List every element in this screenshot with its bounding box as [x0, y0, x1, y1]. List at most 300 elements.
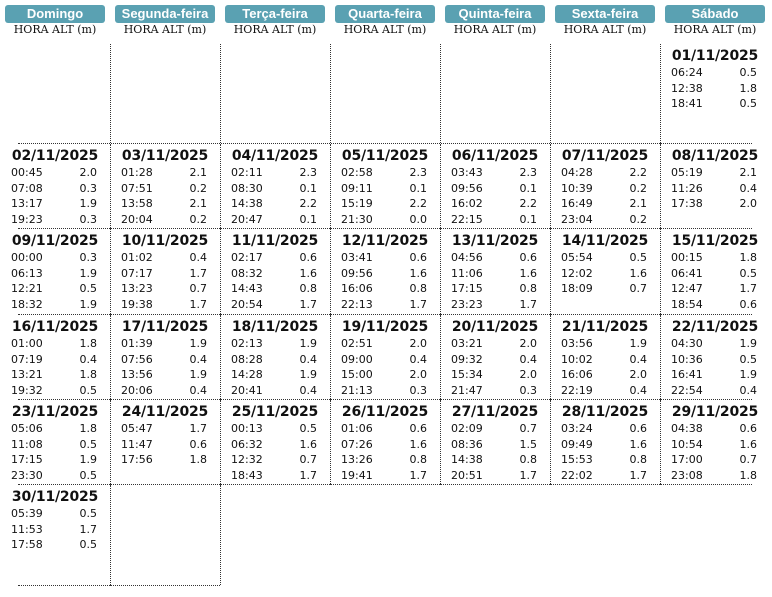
- tide-time: 15:34: [451, 368, 483, 381]
- tide-row: [561, 367, 647, 382]
- tide-time: 01:00: [11, 337, 43, 350]
- tide-time: 14:28: [231, 368, 263, 381]
- tide-height: 0.4: [79, 352, 97, 366]
- tide-row: [121, 181, 207, 196]
- day-cell: [550, 315, 656, 399]
- tide-height: 0.6: [739, 422, 757, 435]
- tide-time: 12:32: [231, 453, 263, 466]
- tide-row: [561, 336, 647, 351]
- tide-time: 21:13: [341, 383, 373, 397]
- tide-height: 0.6: [519, 251, 537, 264]
- day-cell: [0, 144, 106, 228]
- cell-separator: [330, 44, 331, 143]
- tide-row: [341, 181, 427, 196]
- tide-row: [11, 165, 97, 180]
- tide-row: [121, 165, 207, 180]
- tide-row: [451, 266, 537, 281]
- tide-time: 03:56: [561, 337, 593, 350]
- tide-row: [121, 281, 207, 296]
- day-date: 07/11/2025: [561, 148, 649, 164]
- tide-row: [561, 165, 647, 180]
- tide-time: 22:02: [561, 468, 593, 482]
- tide-row: [11, 522, 97, 537]
- tide-row: [671, 336, 757, 351]
- day-date: 28/11/2025: [561, 404, 649, 420]
- tide-height: 0.2: [629, 212, 647, 226]
- tide-height: 1.6: [299, 437, 317, 451]
- day-date: 08/11/2025: [671, 148, 759, 164]
- day-date: 09/11/2025: [11, 233, 99, 249]
- tide-height: 2.2: [629, 166, 647, 179]
- tide-time: 02:11: [231, 166, 263, 179]
- tide-height: 0.4: [739, 181, 757, 195]
- tide-time: 00:15: [671, 251, 703, 264]
- day-date: 15/11/2025: [671, 233, 759, 249]
- tide-row: [671, 468, 757, 483]
- tide-time: 12:21: [11, 282, 43, 295]
- tide-height: 1.7: [629, 468, 647, 482]
- day-date: 04/11/2025: [231, 148, 319, 164]
- tide-time: 22:54: [671, 383, 703, 397]
- tide-height: 1.9: [299, 368, 317, 381]
- tide-height: 0.5: [79, 507, 97, 520]
- tide-time: 12:02: [561, 266, 593, 280]
- day-cell: [660, 144, 766, 228]
- tide-row: [451, 181, 537, 196]
- tide-time: 04:30: [671, 337, 703, 350]
- tide-row: [341, 196, 427, 211]
- tide-time: 09:56: [451, 181, 483, 195]
- tide-row: [341, 165, 427, 180]
- tide-height: 0.3: [79, 181, 97, 195]
- tide-row: [11, 297, 97, 312]
- tide-time: 10:02: [561, 352, 593, 366]
- tide-time: 13:56: [121, 368, 153, 381]
- tide-row: [231, 196, 317, 211]
- tide-time: 03:41: [341, 251, 373, 264]
- day-cell: [440, 229, 546, 314]
- tide-height: 0.5: [629, 251, 647, 264]
- tide-time: 14:43: [231, 282, 263, 295]
- tide-height: 0.6: [629, 422, 647, 435]
- tide-time: 11:53: [11, 522, 43, 536]
- tide-time: 03:24: [561, 422, 593, 435]
- tide-time: 08:28: [231, 352, 263, 366]
- tide-row: [451, 437, 537, 452]
- day-date: 22/11/2025: [671, 319, 759, 335]
- tide-row: [121, 212, 207, 227]
- tide-time: 04:38: [671, 422, 703, 435]
- tide-row: [561, 212, 647, 227]
- tide-time: 23:08: [671, 468, 703, 482]
- tide-row: [11, 421, 97, 436]
- tide-height: 1.6: [519, 266, 537, 280]
- tide-row: [451, 196, 537, 211]
- tide-row: [561, 452, 647, 467]
- tide-height: 1.6: [299, 266, 317, 280]
- tide-row: [671, 266, 757, 281]
- tide-time: 07:19: [11, 352, 43, 366]
- tide-time: 05:19: [671, 166, 703, 179]
- column-subheader: HORA ALT (m): [123, 23, 207, 36]
- tide-time: 15:53: [561, 453, 593, 466]
- tide-row: [561, 281, 647, 296]
- tide-time: 20:41: [231, 383, 263, 397]
- tide-row: [341, 421, 427, 436]
- tide-row: [671, 165, 757, 180]
- tide-row: [121, 421, 207, 436]
- tide-row: [121, 437, 207, 452]
- tide-time: 16:02: [451, 197, 483, 210]
- day-date: 10/11/2025: [121, 233, 209, 249]
- tide-time: 10:39: [561, 181, 593, 195]
- tide-row: [451, 352, 537, 367]
- tide-height: 2.1: [189, 166, 207, 179]
- day-date: 20/11/2025: [451, 319, 539, 335]
- day-cell: [0, 229, 106, 314]
- tide-time: 00:13: [231, 422, 263, 435]
- tide-time: 02:51: [341, 337, 373, 350]
- tide-time: 07:51: [121, 181, 153, 195]
- day-date: 19/11/2025: [341, 319, 429, 335]
- tide-time: 11:26: [671, 181, 703, 195]
- tide-height: 2.3: [299, 166, 317, 179]
- tide-row: [231, 266, 317, 281]
- tide-height: 2.0: [519, 337, 537, 350]
- tide-row: [341, 250, 427, 265]
- tide-height: 2.0: [629, 368, 647, 381]
- tide-row: [561, 468, 647, 483]
- row-separator: [110, 585, 220, 586]
- tide-time: 14:38: [451, 453, 483, 466]
- tide-height: 0.1: [409, 181, 427, 195]
- tide-row: [121, 452, 207, 467]
- tide-row: [121, 383, 207, 398]
- tide-time: 17:15: [451, 282, 483, 295]
- tide-row: [121, 367, 207, 382]
- tide-height: 2.2: [409, 197, 427, 210]
- tide-row: [341, 452, 427, 467]
- tide-row: [561, 196, 647, 211]
- tide-height: 2.1: [189, 197, 207, 210]
- tide-height: 0.5: [739, 352, 757, 366]
- tide-row: [341, 383, 427, 398]
- tide-row: [451, 421, 537, 436]
- tide-height: 0.4: [519, 352, 537, 366]
- tide-row: [561, 421, 647, 436]
- tide-time: 11:06: [451, 266, 483, 280]
- weekday-header: Terça-feira: [225, 5, 325, 23]
- tide-time: 17:00: [671, 453, 703, 466]
- day-date: 03/11/2025: [121, 148, 209, 164]
- tide-row: [11, 437, 97, 452]
- tide-height: 0.8: [409, 282, 427, 295]
- tide-row: [451, 336, 537, 351]
- day-cell: [330, 144, 436, 228]
- tide-time: 09:00: [341, 352, 373, 366]
- tide-time: 09:11: [341, 181, 373, 195]
- tide-height: 0.4: [189, 352, 207, 366]
- day-cell: [660, 229, 766, 314]
- tide-row: [671, 421, 757, 436]
- tide-row: [231, 437, 317, 452]
- tide-height: 1.9: [629, 337, 647, 350]
- tide-height: 0.0: [409, 212, 427, 226]
- tide-time: 23:30: [11, 468, 43, 482]
- weekday-header: Quarta-feira: [335, 5, 435, 23]
- tide-time: 01:02: [121, 251, 153, 264]
- tide-time: 13:58: [121, 197, 153, 210]
- tide-row: [671, 383, 757, 398]
- tide-height: 0.7: [189, 282, 207, 295]
- tide-height: 1.5: [519, 437, 537, 451]
- tide-row: [561, 352, 647, 367]
- tide-height: 1.7: [299, 468, 317, 482]
- tide-time: 18:09: [561, 282, 593, 295]
- tide-height: 2.1: [739, 166, 757, 179]
- tide-row: [231, 336, 317, 351]
- column-subheader: HORA ALT (m): [563, 23, 647, 36]
- tide-time: 14:38: [231, 197, 263, 210]
- tide-height: 0.5: [79, 383, 97, 397]
- tide-row: [671, 81, 757, 96]
- tide-row: [561, 383, 647, 398]
- tide-height: 0.3: [79, 212, 97, 226]
- tide-height: 0.3: [409, 383, 427, 397]
- tide-height: 1.9: [189, 368, 207, 381]
- tide-time: 17:15: [11, 453, 43, 466]
- tide-time: 07:08: [11, 181, 43, 195]
- tide-time: 23:04: [561, 212, 593, 226]
- day-cell: [0, 400, 106, 484]
- tide-height: 0.5: [739, 266, 757, 280]
- tide-row: [561, 250, 647, 265]
- tide-height: 1.9: [739, 337, 757, 350]
- tide-row: [671, 196, 757, 211]
- cell-separator: [220, 485, 221, 585]
- tide-height: 2.3: [519, 166, 537, 179]
- tide-time: 17:58: [11, 538, 43, 551]
- tide-height: 1.7: [519, 297, 537, 311]
- tide-time: 13:26: [341, 453, 373, 466]
- day-date: 29/11/2025: [671, 404, 759, 420]
- tide-time: 15:00: [341, 368, 373, 381]
- tide-row: [11, 367, 97, 382]
- tide-row: [341, 297, 427, 312]
- tide-height: 1.9: [739, 368, 757, 381]
- day-cell: [110, 144, 216, 228]
- tide-row: [11, 181, 97, 196]
- tide-row: [121, 196, 207, 211]
- tide-height: 1.9: [189, 337, 207, 350]
- tide-height: 0.3: [79, 251, 97, 264]
- tide-row: [671, 452, 757, 467]
- weekday-header: Domingo: [5, 5, 105, 23]
- tide-row: [121, 297, 207, 312]
- tide-height: 0.1: [299, 181, 317, 195]
- tide-row: [671, 352, 757, 367]
- tide-height: 1.7: [519, 468, 537, 482]
- tide-time: 18:41: [671, 97, 703, 110]
- tide-time: 18:43: [231, 468, 263, 482]
- day-date: 26/11/2025: [341, 404, 429, 420]
- tide-height: 1.7: [189, 422, 207, 435]
- tide-height: 0.4: [629, 352, 647, 366]
- row-separator: [220, 484, 330, 485]
- tide-row: [341, 367, 427, 382]
- tide-height: 1.9: [79, 453, 97, 466]
- tide-time: 20:51: [451, 468, 483, 482]
- tide-row: [671, 281, 757, 296]
- tide-height: 1.8: [79, 368, 97, 381]
- day-date: 16/11/2025: [11, 319, 99, 335]
- tide-height: 0.7: [299, 453, 317, 466]
- tide-time: 05:06: [11, 422, 43, 435]
- tide-row: [11, 352, 97, 367]
- tide-time: 01:28: [121, 166, 153, 179]
- tide-time: 02:58: [341, 166, 373, 179]
- tide-time: 07:26: [341, 437, 373, 451]
- tide-row: [231, 281, 317, 296]
- tide-time: 16:49: [561, 197, 593, 210]
- day-date: 11/11/2025: [231, 233, 319, 249]
- cell-separator: [550, 44, 551, 143]
- tide-time: 22:13: [341, 297, 373, 311]
- tide-time: 21:30: [341, 212, 373, 226]
- tide-time: 10:36: [671, 352, 703, 366]
- tide-height: 1.9: [79, 266, 97, 280]
- tide-row: [671, 367, 757, 382]
- tide-height: 0.4: [629, 383, 647, 397]
- tide-height: 1.8: [79, 422, 97, 435]
- tide-row: [341, 336, 427, 351]
- column-subheader: HORA ALT (m): [13, 23, 97, 36]
- day-date: 12/11/2025: [341, 233, 429, 249]
- day-cell: [220, 229, 326, 314]
- day-cell: [660, 315, 766, 399]
- tide-time: 13:21: [11, 368, 43, 381]
- tide-height: 0.5: [79, 468, 97, 482]
- tide-height: 1.7: [299, 297, 317, 311]
- tide-row: [231, 212, 317, 227]
- tide-row: [561, 266, 647, 281]
- tide-height: 1.6: [409, 266, 427, 280]
- day-date: 18/11/2025: [231, 319, 319, 335]
- tide-row: [11, 537, 97, 552]
- tide-time: 03:21: [451, 337, 483, 350]
- tide-time: 19:32: [11, 383, 43, 397]
- tide-row: [231, 165, 317, 180]
- tide-row: [671, 65, 757, 80]
- tide-row: [11, 281, 97, 296]
- day-date: 02/11/2025: [11, 148, 99, 164]
- tide-height: 0.7: [519, 422, 537, 435]
- tide-time: 11:47: [121, 437, 153, 451]
- tide-time: 18:54: [671, 297, 703, 311]
- tide-row: [121, 336, 207, 351]
- day-cell: [660, 400, 766, 484]
- tide-time: 03:43: [451, 166, 483, 179]
- tide-height: 1.8: [739, 468, 757, 482]
- tide-row: [671, 437, 757, 452]
- tide-height: 1.7: [409, 468, 427, 482]
- tide-time: 08:32: [231, 266, 263, 280]
- tide-time: 06:24: [671, 66, 703, 79]
- tide-time: 05:47: [121, 422, 153, 435]
- tide-time: 06:41: [671, 266, 703, 280]
- tide-row: [11, 468, 97, 483]
- tide-row: [11, 336, 97, 351]
- tide-time: 16:06: [561, 368, 593, 381]
- tide-height: 0.4: [409, 352, 427, 366]
- tide-time: 04:28: [561, 166, 593, 179]
- tide-row: [11, 250, 97, 265]
- column-subheader: HORA ALT (m): [233, 23, 317, 36]
- tide-time: 09:56: [341, 266, 373, 280]
- tide-time: 20:06: [121, 383, 153, 397]
- tide-row: [451, 383, 537, 398]
- tide-row: [671, 181, 757, 196]
- tide-time: 13:17: [11, 197, 43, 210]
- tide-height: 0.1: [519, 181, 537, 195]
- tide-time: 02:09: [451, 422, 483, 435]
- tide-row: [671, 96, 757, 111]
- tide-height: 1.7: [189, 266, 207, 280]
- tide-time: 02:13: [231, 337, 263, 350]
- row-separator: [660, 484, 752, 485]
- tide-height: 1.8: [79, 337, 97, 350]
- tide-row: [231, 297, 317, 312]
- day-cell: [550, 144, 656, 228]
- tide-row: [231, 367, 317, 382]
- tide-height: 2.0: [739, 197, 757, 210]
- tide-height: 0.4: [189, 251, 207, 264]
- tide-row: [231, 352, 317, 367]
- row-separator: [550, 484, 660, 485]
- cell-separator: [110, 44, 111, 143]
- row-separator: [110, 484, 220, 485]
- column-subheader: HORA ALT (m): [453, 23, 537, 36]
- tide-row: [11, 506, 97, 521]
- tide-time: 08:36: [451, 437, 483, 451]
- tide-height: 2.3: [409, 166, 427, 179]
- tide-height: 1.6: [739, 437, 757, 451]
- tide-height: 0.6: [409, 251, 427, 264]
- tide-row: [11, 452, 97, 467]
- tide-row: [231, 181, 317, 196]
- tide-row: [11, 212, 97, 227]
- tide-height: 1.7: [409, 297, 427, 311]
- day-cell: [110, 315, 216, 399]
- day-cell: [330, 315, 436, 399]
- tide-time: 19:23: [11, 212, 43, 226]
- tide-height: 0.4: [299, 383, 317, 397]
- day-date: 06/11/2025: [451, 148, 539, 164]
- day-cell: [660, 44, 766, 143]
- tide-height: 0.1: [519, 212, 537, 226]
- tide-height: 1.9: [79, 197, 97, 210]
- day-cell: [550, 400, 656, 484]
- row-separator: [330, 484, 440, 485]
- tide-row: [451, 212, 537, 227]
- tide-time: 15:19: [341, 197, 373, 210]
- tide-row: [341, 212, 427, 227]
- tide-height: 0.6: [299, 251, 317, 264]
- tide-height: 0.5: [739, 66, 757, 79]
- day-date: 05/11/2025: [341, 148, 429, 164]
- tide-height: 2.2: [299, 197, 317, 210]
- tide-time: 06:13: [11, 266, 43, 280]
